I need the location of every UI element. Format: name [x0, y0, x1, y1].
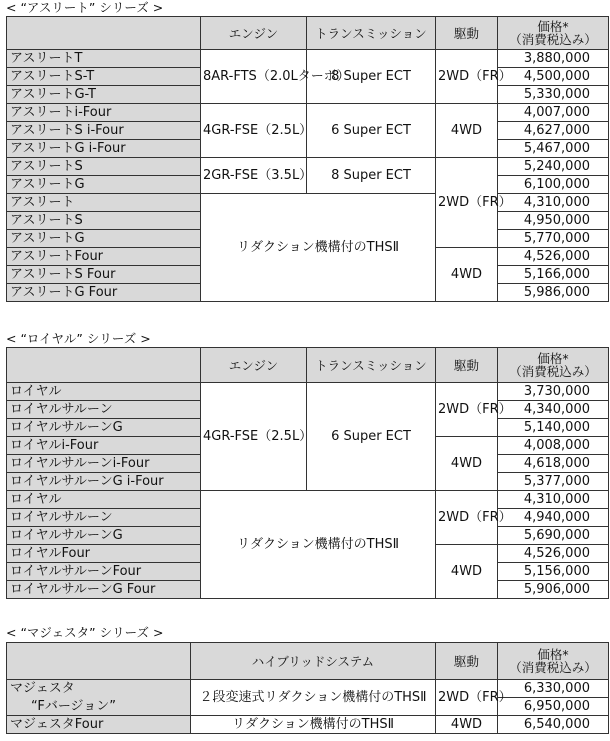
- price-cell: 5,330,000: [498, 86, 609, 104]
- price-cell: 3,880,000: [498, 50, 609, 68]
- price-cell: 4,526,000: [498, 545, 609, 563]
- price-cell: 4,310,000: [498, 194, 609, 212]
- price-cell: 4,627,000: [498, 122, 609, 140]
- grade-name: ロイヤルサルーン: [7, 509, 201, 527]
- athlete-series-title: < “アスリート” シリーズ >: [6, 0, 164, 15]
- drive-cell: 4WD: [436, 248, 498, 302]
- price-cell: 5,377,000: [498, 473, 609, 491]
- price-cell: 5,906,000: [498, 581, 609, 599]
- header-engine: エンジン: [201, 17, 307, 50]
- price-cell: 4,940,000: [498, 509, 609, 527]
- price-cell: 5,690,000: [498, 527, 609, 545]
- table-header-row: [7, 643, 609, 680]
- drive-cell: 4WD: [436, 545, 498, 599]
- transmission-cell: 8 Super ECT: [307, 158, 436, 194]
- grade-name: ロイヤル: [7, 491, 201, 509]
- drive-cell: 2WD（FR）: [436, 50, 498, 104]
- drive-cell: 2WD（FR）: [436, 158, 498, 248]
- table-row: [7, 383, 609, 401]
- grade-name: ロイヤルサルーンi-Four: [7, 455, 201, 473]
- grade-name: アスリートS: [7, 158, 201, 176]
- grade-name: ロイヤルサルーンG: [7, 527, 201, 545]
- grade-name: ロイヤル: [7, 383, 201, 401]
- drive-cell: 2WD（FR）: [436, 491, 498, 545]
- header-blank-cell: [7, 17, 201, 50]
- grade-name: ロイヤルサルーンFour: [7, 563, 201, 581]
- header-price: 価格* （消費税込み）: [498, 348, 609, 383]
- price-cell: 5,166,000: [498, 266, 609, 284]
- price-cell: 4,007,000: [498, 104, 609, 122]
- drive-cell: 4WD: [436, 104, 498, 158]
- table-row: [7, 491, 609, 509]
- table-row: [7, 680, 609, 698]
- grade-name: アスリートG-T: [7, 86, 201, 104]
- grade-name: アスリートG i-Four: [7, 140, 201, 158]
- table-row: [7, 716, 609, 734]
- price-cell: 4,008,000: [498, 437, 609, 455]
- price-cell: 5,140,000: [498, 419, 609, 437]
- price-cell: 4,340,000: [498, 401, 609, 419]
- price-cell: 3,730,000: [498, 383, 609, 401]
- header-price: 価格* （消費税込み）: [498, 643, 609, 680]
- hybrid-system-cell: リダクション機構付のTHSⅡ: [201, 194, 436, 302]
- header-engine: エンジン: [201, 348, 307, 383]
- price-cell: 6,950,000: [498, 698, 609, 716]
- grade-name: アスリートFour: [7, 248, 201, 266]
- majesta-price-table: [6, 642, 609, 734]
- drive-cell: 4WD: [436, 716, 498, 734]
- transmission-cell: 6 Super ECT: [307, 383, 436, 491]
- table-header-row: [7, 348, 609, 383]
- table-row: [7, 194, 609, 212]
- grade-name: アスリート: [7, 194, 201, 212]
- header-drive: 駆動: [436, 348, 498, 383]
- table-header-row: [7, 17, 609, 50]
- price-cell: 4,500,000: [498, 68, 609, 86]
- drive-cell: 2WD（FR）: [436, 383, 498, 437]
- royal-price-table: [6, 347, 609, 599]
- price-cell: 4,310,000: [498, 491, 609, 509]
- header-blank-cell: [7, 348, 201, 383]
- table-row: [7, 104, 609, 122]
- engine-cell: 4GR-FSE（2.5L）: [201, 104, 307, 158]
- price-cell: 4,950,000: [498, 212, 609, 230]
- price-cell: 5,156,000: [498, 563, 609, 581]
- grade-name: “Fバージョン”: [7, 698, 191, 716]
- grade-name: アスリートS: [7, 212, 201, 230]
- header-blank-cell: [7, 643, 191, 680]
- grade-name: アスリートG Four: [7, 284, 201, 302]
- table-row: [7, 50, 609, 68]
- header-transmission: トランスミッション: [307, 348, 436, 383]
- grade-name: ロイヤルFour: [7, 545, 201, 563]
- header-price: 価格* （消費税込み）: [498, 17, 609, 50]
- table-row: [7, 158, 609, 176]
- grade-name: アスリートT: [7, 50, 201, 68]
- price-cell: 6,540,000: [498, 716, 609, 734]
- hybrid-system-cell: ２段変速式リダクション機構付のTHSⅡ: [191, 680, 436, 716]
- price-cell: 5,986,000: [498, 284, 609, 302]
- price-cell: 6,100,000: [498, 176, 609, 194]
- price-cell: 5,467,000: [498, 140, 609, 158]
- hybrid-system-cell: リダクション機構付のTHSⅡ: [201, 491, 436, 599]
- grade-name: アスリートS i-Four: [7, 122, 201, 140]
- engine-cell: 2GR-FSE（3.5L）: [201, 158, 307, 194]
- drive-cell: 2WD（FR）: [436, 680, 498, 716]
- header-transmission: トランスミッション: [307, 17, 436, 50]
- grade-name: マジェスタ: [7, 680, 191, 698]
- athlete-price-table: [6, 16, 609, 302]
- engine-cell: 4GR-FSE（2.5L）: [201, 383, 307, 491]
- drive-cell: 4WD: [436, 437, 498, 491]
- grade-name: ロイヤルサルーンG: [7, 419, 201, 437]
- price-cell: 4,526,000: [498, 248, 609, 266]
- header-drive: 駆動: [436, 643, 498, 680]
- header-drive: 駆動: [436, 17, 498, 50]
- engine-cell: 8AR-FTS（2.0Lターボ）: [201, 50, 307, 104]
- royal-series-title: < “ロイヤル” シリーズ >: [6, 331, 151, 346]
- grade-name: ロイヤルサルーンG Four: [7, 581, 201, 599]
- grade-name: ロイヤルi-Four: [7, 437, 201, 455]
- price-cell: 5,240,000: [498, 158, 609, 176]
- header-hybrid-system: ハイブリッドシステム: [191, 643, 436, 680]
- grade-name: アスリートG: [7, 176, 201, 194]
- price-cell: 4,618,000: [498, 455, 609, 473]
- transmission-cell: 6 Super ECT: [307, 104, 436, 158]
- grade-name: アスリートG: [7, 230, 201, 248]
- grade-name: アスリートi-Four: [7, 104, 201, 122]
- price-cell: 6,330,000: [498, 680, 609, 698]
- price-cell: 5,770,000: [498, 230, 609, 248]
- hybrid-system-cell: リダクション機構付のTHSⅡ: [191, 716, 436, 734]
- transmission-cell: 8 Super ECT: [307, 50, 436, 104]
- grade-name: ロイヤルサルーン: [7, 401, 201, 419]
- grade-name: アスリートS Four: [7, 266, 201, 284]
- grade-name: アスリートS-T: [7, 68, 201, 86]
- grade-name: マジェスタFour: [7, 716, 191, 734]
- grade-name: ロイヤルサルーンG i-Four: [7, 473, 201, 491]
- majesta-series-title: < “マジェスタ” シリーズ >: [6, 625, 164, 640]
